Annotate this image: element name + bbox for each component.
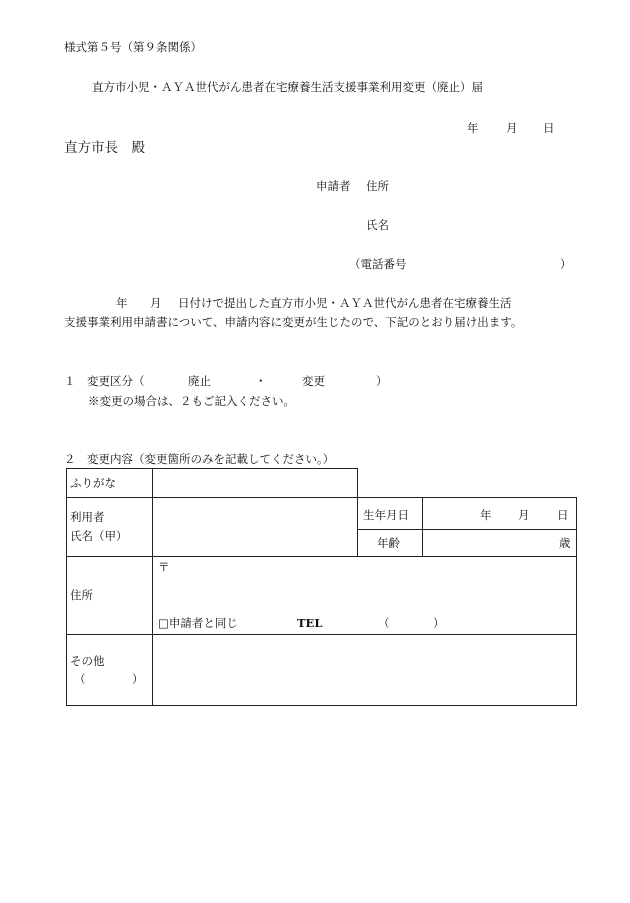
birthdate-label: 生年月日 (363, 508, 409, 522)
other-field[interactable] (154, 636, 574, 704)
option-separator: ・ (255, 374, 267, 388)
user-name-field[interactable] (154, 499, 354, 555)
form-number: 様式第５号（第９条関係） (64, 40, 202, 54)
same-as-applicant-checkbox[interactable]: □申請者と同じ (158, 616, 238, 630)
birth-month-label: 月 (518, 508, 530, 522)
other-paren-open: （ (74, 672, 86, 686)
option-abolish[interactable]: 廃止 (188, 374, 211, 388)
section1-note: ※変更の場合は、２もご記入ください。 (88, 394, 295, 408)
applicant-label: 申請者 (316, 179, 351, 193)
applicant-phone-close: ） (560, 257, 572, 271)
age-label: 年齢 (377, 536, 400, 550)
other-label: その他 (70, 654, 105, 668)
body-line-1: 日付けで提出した直方市小児・ＡＹＡ世代がん患者在宅療養生活 (178, 296, 512, 310)
addressee: 直方市長 殿 (64, 140, 145, 156)
applicant-name-label: 氏名 (366, 218, 389, 232)
date-day-label: 日 (543, 121, 555, 135)
address-field[interactable] (175, 560, 570, 600)
body-line-2: 支援事業利用申請書について、申請内容に変更が生じたので、下記のとおり届け出ます。 (64, 315, 523, 329)
tel-paren-open: （ (378, 616, 390, 630)
other-paren-close: ） (132, 672, 144, 686)
section1-heading: １ 変更区分（ (64, 374, 145, 388)
body-month: 月 (150, 296, 162, 310)
postal-mark: 〒 (158, 560, 170, 574)
page-title: 直方市小児・ＡＹＡ世代がん患者在宅療養生活支援事業利用変更（廃止）届 (92, 80, 483, 94)
section2-heading: ２ 変更内容（変更箇所のみを記載してください。） (64, 452, 335, 466)
birth-day-label: 日 (557, 508, 569, 522)
section1-close: ） (376, 374, 388, 388)
date-year-label: 年 (467, 121, 479, 135)
birth-year-label: 年 (480, 508, 492, 522)
user-label: 利用者 (70, 510, 105, 524)
furigana-field[interactable] (154, 470, 354, 496)
option-change[interactable]: 変更 (302, 374, 325, 388)
applicant-phone-label: （電話番号 (349, 257, 407, 271)
applicant-address-label: 住所 (366, 179, 389, 193)
age-unit: 歳 (559, 536, 571, 550)
user-name-label: 氏名（甲） (70, 529, 128, 543)
furigana-label: ふりがな (70, 476, 116, 490)
tel-label: TEL (297, 616, 323, 630)
address-label: 住所 (70, 588, 93, 602)
date-month-label: 月 (506, 121, 518, 135)
tel-paren-close: ） (433, 616, 445, 630)
body-year: 年 (116, 296, 128, 310)
